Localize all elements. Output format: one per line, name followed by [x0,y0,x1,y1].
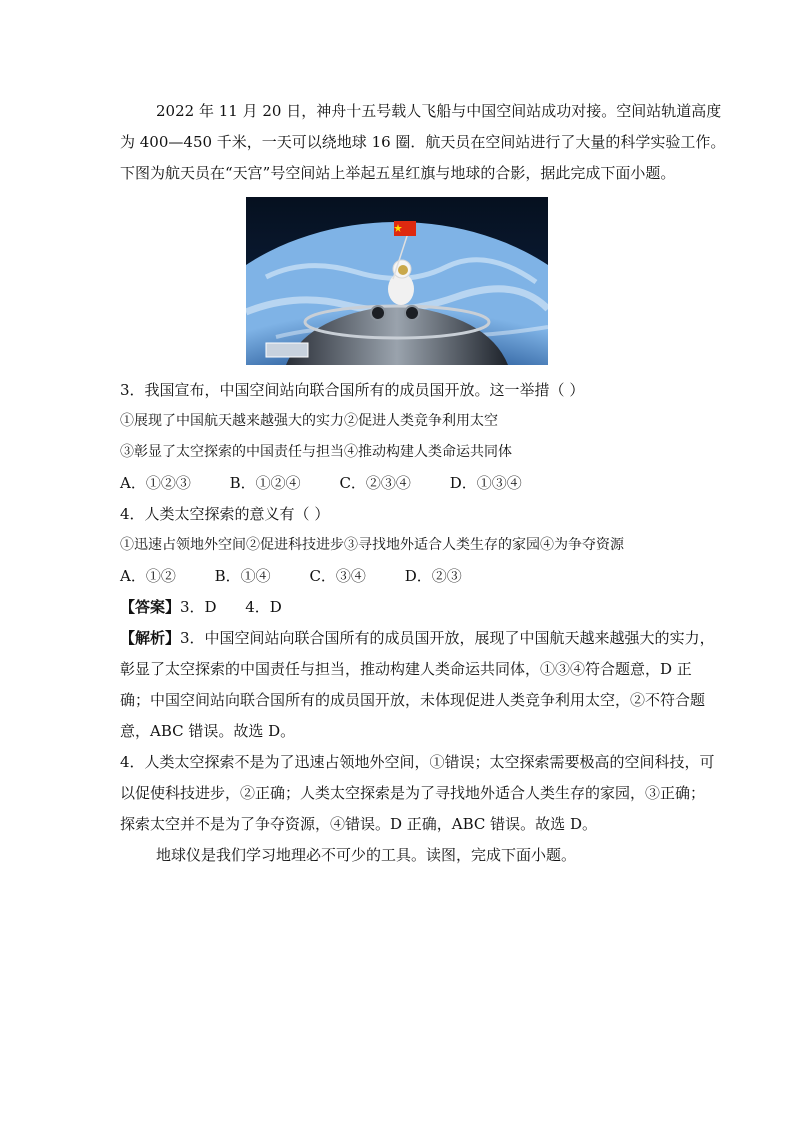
astronaut-flag-earth-photo [246,197,548,365]
analysis-text-1: 3．中国空间站向联合国所有的成员国开放，展现了中国航天越来越强大的实力， [180,629,715,647]
question-4-stem: 4．人类太空探索的意义有（ ） [120,505,330,523]
analysis-line-4: 意，ABC 错误。故选 D。 [120,722,296,740]
choice-b: B．①④ [214,567,271,585]
analysis-line-7: 探索太空并不是为了争夺资源，④错误。D 正确，ABC 错误。故选 D。 [120,815,597,833]
camera-lens [371,306,385,320]
intro-line-1: 2022 年 11 月 20 日，神舟十五号载人飞船与中国空间站成功对接。空间站轨道高度 [156,102,722,120]
question-3-options-line-2: ③彰显了太空探索的中国责任与担当④推动构建人类命运共同体 [120,444,512,460]
analysis-line-2: 彰显了太空探索的中国责任与担当，推动构建人类命运共同体，①③④符合题意，D 正 [120,660,692,678]
question-3-stem: 3．我国宣布，中国空间站向联合国所有的成员国开放。这一举措（ ） [120,381,585,399]
answer-line [120,592,680,623]
question-3-choices [120,468,680,499]
answer-tag: 【答案】 [120,598,181,616]
intro-line-2: 为 400—450 千米，一天可以绕地球 16 圈．航天员在空间站进行了大量的科学实验工作。 [120,133,726,151]
choice-c: C．②③④ [339,474,411,492]
question-4-choices [120,561,680,592]
document-content [120,96,726,871]
choice-d: D．①③④ [449,474,522,492]
question-4-options-line-1: ①迅速占领地外空间②促进科技进步③寻找地外适合人类生存的家园④为争夺资源 [120,537,624,553]
choice-c: C．③④ [309,567,366,585]
camera-lens [405,306,419,320]
choice-a: A．①②③ [120,474,191,492]
analysis-tag: 【解析】 [120,629,181,647]
photo-illustration [246,197,548,365]
question-3-options-line-1: ①展现了中国航天越来越强大的实力②促进人类竞争利用太空 [120,413,498,429]
station-inset-image [266,343,308,357]
choice-d: D．②③ [404,567,462,585]
astronaut-visor [398,265,408,275]
choice-a: A．①② [120,567,176,585]
analysis-line-5: 4．人类太空探索不是为了迅速占领地外空间，①错误；太空探索需要极高的空间科技，可 [120,753,715,771]
analysis-line-3: 确；中国空间站向联合国所有的成员国开放，未体现促进人类竞争利用太空，②不符合题 [120,691,706,709]
answer-text: 3．D 4．D [180,598,282,616]
analysis-line-1 [120,623,715,654]
intro-line-3: 下图为航天员在“天宫”号空间站上举起五星红旗与地球的合影，据此完成下面小题。 [120,164,676,182]
choice-b: B．①②④ [229,474,301,492]
next-section-intro: 地球仪是我们学习地理必不可少的工具。读图，完成下面小题。 [156,846,577,864]
analysis-line-6: 以促使科技进步，②正确；人类太空探索是为了寻找地外适合人类生存的家园，③正确； [120,784,706,802]
